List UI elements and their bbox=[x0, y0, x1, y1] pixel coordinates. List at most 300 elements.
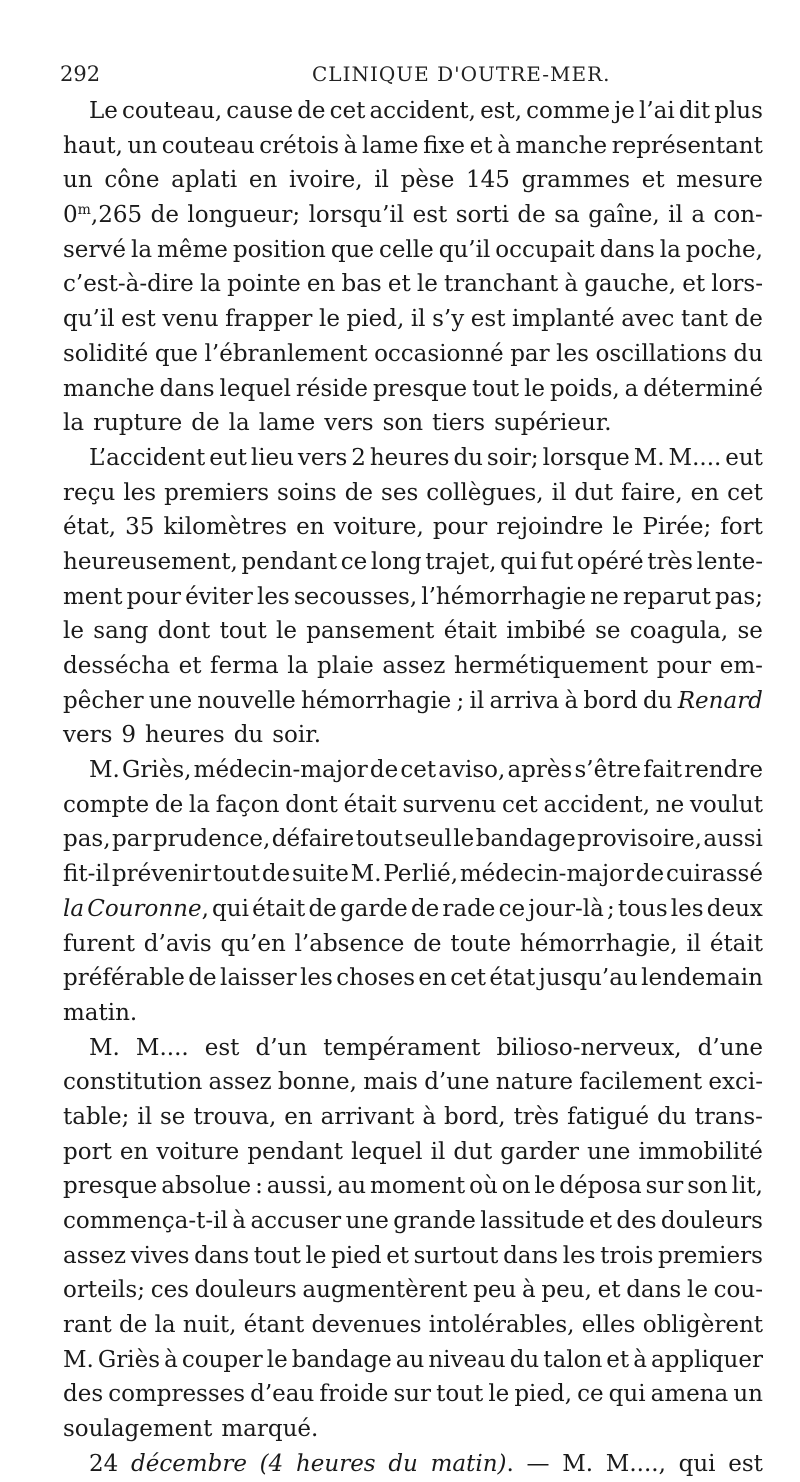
word: la bbox=[154, 1312, 176, 1339]
word: il bbox=[551, 479, 567, 506]
word: grande bbox=[393, 1208, 476, 1234]
word: les bbox=[300, 965, 333, 992]
text-line bbox=[63, 94, 763, 129]
word: crétois bbox=[259, 132, 340, 159]
word: que bbox=[154, 340, 198, 367]
word: tout bbox=[219, 618, 267, 645]
word: il bbox=[137, 1103, 153, 1130]
word: pied bbox=[331, 1242, 382, 1269]
word: l’absence bbox=[294, 930, 405, 957]
word: premiers bbox=[164, 479, 270, 506]
word: pendant bbox=[247, 1138, 343, 1165]
word: les bbox=[562, 1242, 596, 1269]
word: préférable bbox=[63, 965, 185, 992]
word: absolue bbox=[161, 1173, 252, 1200]
text-line bbox=[63, 267, 763, 302]
word: Couronne, bbox=[87, 895, 209, 922]
word: nature bbox=[495, 1069, 573, 1096]
word: fatigué bbox=[567, 1103, 650, 1130]
page-header bbox=[60, 58, 760, 88]
word: vers bbox=[63, 722, 113, 749]
word: long bbox=[370, 548, 422, 575]
word: accident, bbox=[543, 791, 651, 818]
word: le bbox=[276, 618, 297, 645]
word: tout bbox=[253, 1242, 301, 1269]
word: lieu bbox=[250, 444, 294, 471]
word: marqué. bbox=[221, 1416, 319, 1443]
word: heureusement, bbox=[63, 548, 238, 575]
word: bord bbox=[583, 687, 638, 714]
text-line bbox=[63, 129, 763, 164]
word: pied, bbox=[346, 306, 405, 333]
word: kilomètres bbox=[163, 514, 288, 541]
word: elles bbox=[581, 1312, 636, 1339]
word: où bbox=[469, 1173, 498, 1200]
text-line bbox=[63, 1135, 763, 1170]
word: presque bbox=[372, 375, 468, 402]
text-line bbox=[63, 337, 763, 372]
word: fixe bbox=[423, 132, 466, 159]
word: fait bbox=[643, 757, 683, 784]
word: facilement bbox=[579, 1069, 703, 1096]
word: lequel bbox=[219, 375, 291, 402]
word: — bbox=[526, 1450, 550, 1477]
word: dessécha bbox=[63, 653, 170, 679]
word: très bbox=[513, 1103, 560, 1130]
word: devenues bbox=[311, 1312, 422, 1339]
word: il bbox=[469, 687, 485, 714]
text-line bbox=[63, 1377, 763, 1412]
word: des bbox=[63, 1381, 104, 1408]
word: moment bbox=[370, 1173, 466, 1200]
word: douleurs bbox=[194, 1277, 297, 1304]
word: était bbox=[443, 618, 497, 645]
word: la bbox=[188, 791, 210, 818]
word: lors- bbox=[711, 271, 763, 298]
word: dut bbox=[574, 479, 614, 506]
word: prudence, bbox=[152, 826, 271, 853]
text-line bbox=[63, 1308, 763, 1343]
word: ; bbox=[456, 687, 465, 714]
word: secousses, bbox=[293, 583, 418, 610]
word: et bbox=[386, 1242, 410, 1269]
word: peu, bbox=[541, 1277, 592, 1304]
word: est, bbox=[480, 98, 523, 124]
word: état, bbox=[63, 514, 117, 541]
word: se bbox=[595, 618, 621, 645]
word: les bbox=[556, 340, 589, 367]
word: trouva, bbox=[193, 1103, 277, 1130]
word: médecin-major bbox=[459, 861, 634, 888]
word: M. bbox=[89, 757, 120, 784]
word: garder bbox=[500, 1138, 580, 1165]
word: lame bbox=[361, 132, 419, 159]
word: 35 bbox=[125, 514, 155, 541]
word: garde bbox=[339, 895, 408, 922]
text-line bbox=[63, 441, 763, 476]
word: déposa bbox=[559, 1173, 642, 1200]
word: le bbox=[319, 306, 340, 333]
word: commença-t-il bbox=[63, 1208, 228, 1234]
text-line bbox=[63, 1412, 763, 1447]
word: se bbox=[160, 1103, 186, 1130]
word: voiture, bbox=[333, 514, 424, 541]
word: solidité bbox=[63, 340, 149, 367]
word: façon bbox=[215, 791, 280, 818]
word: voulut bbox=[689, 791, 763, 818]
page-number: 292 bbox=[60, 62, 101, 86]
word: il bbox=[410, 306, 426, 333]
word: la bbox=[130, 236, 153, 263]
word: l’ébranlement bbox=[204, 340, 368, 367]
text-line bbox=[63, 1031, 763, 1066]
word: de bbox=[413, 930, 442, 957]
word: obligèrent bbox=[642, 1312, 763, 1339]
word: une bbox=[345, 1208, 389, 1234]
word: les bbox=[123, 479, 157, 506]
word: à bbox=[521, 1277, 536, 1304]
word: à bbox=[422, 1103, 437, 1130]
word: il bbox=[374, 167, 389, 194]
word: M. bbox=[562, 1450, 594, 1477]
word: dont bbox=[157, 618, 211, 645]
word: fort bbox=[720, 514, 763, 541]
text-line bbox=[63, 857, 763, 892]
text-line bbox=[63, 684, 763, 719]
word: après bbox=[507, 757, 573, 784]
word: du bbox=[509, 1346, 540, 1373]
word: de bbox=[119, 1312, 148, 1339]
word: d’eau bbox=[250, 1381, 315, 1408]
word: bilioso-nerveux, bbox=[496, 1034, 682, 1061]
word: d’une bbox=[697, 1034, 763, 1061]
word: du bbox=[733, 340, 763, 367]
word: tranchant bbox=[443, 271, 559, 298]
word: trois bbox=[600, 1242, 654, 1269]
word: M.... bbox=[668, 444, 722, 471]
word: M. bbox=[350, 861, 382, 888]
word: niveau bbox=[428, 1346, 506, 1373]
word: 2 bbox=[351, 444, 366, 471]
word: le bbox=[416, 271, 438, 298]
word: et bbox=[589, 1208, 612, 1234]
word: est bbox=[121, 306, 156, 333]
word: des bbox=[616, 1208, 657, 1234]
word: M. bbox=[63, 1346, 94, 1373]
word: de bbox=[150, 202, 179, 229]
word: pansement bbox=[306, 618, 435, 645]
text-line bbox=[63, 1100, 763, 1135]
word: d’une bbox=[424, 1069, 490, 1096]
word: bandage bbox=[475, 826, 576, 853]
word: même bbox=[157, 236, 228, 263]
word: en bbox=[296, 514, 325, 541]
word: fut bbox=[540, 548, 574, 575]
word: on bbox=[501, 1173, 531, 1200]
word: aussi bbox=[703, 826, 763, 853]
word: lequel bbox=[351, 1138, 423, 1165]
word: sorti bbox=[455, 202, 509, 229]
word: avec bbox=[621, 306, 675, 333]
word: il bbox=[668, 202, 683, 229]
word: cuirassé bbox=[665, 861, 763, 888]
word: la bbox=[228, 410, 250, 437]
word: M...., bbox=[605, 1450, 666, 1477]
word: tout bbox=[212, 861, 260, 888]
word: mesure bbox=[676, 167, 763, 194]
word: dans bbox=[599, 236, 655, 263]
word: poche, bbox=[685, 236, 763, 263]
word: ne bbox=[590, 583, 619, 610]
word: s’y bbox=[432, 306, 465, 333]
word: (4 bbox=[259, 1450, 284, 1477]
word: constitution bbox=[63, 1069, 203, 1096]
word: par bbox=[111, 826, 152, 853]
word: pas, bbox=[63, 826, 111, 853]
word: un bbox=[127, 132, 158, 159]
word: de bbox=[154, 791, 184, 818]
word: tout bbox=[355, 826, 403, 853]
word: deux bbox=[706, 895, 763, 922]
word: les bbox=[256, 583, 290, 610]
word: jour-là bbox=[528, 895, 604, 922]
word: étant bbox=[243, 1312, 305, 1339]
text-line bbox=[63, 198, 763, 233]
word: soir; bbox=[486, 444, 539, 471]
word: à bbox=[564, 687, 579, 714]
word: servé bbox=[63, 236, 127, 263]
word: Griès, bbox=[122, 757, 192, 784]
word: comme bbox=[526, 98, 611, 124]
word: assez bbox=[382, 653, 446, 679]
word: matin). bbox=[430, 1450, 514, 1477]
word: à bbox=[164, 1346, 178, 1373]
word: s’être bbox=[574, 757, 642, 784]
word: sang bbox=[93, 618, 149, 645]
text-line bbox=[63, 822, 763, 857]
word: opéré bbox=[576, 548, 644, 575]
word: ce bbox=[577, 1381, 604, 1408]
word: orteils; bbox=[63, 1277, 145, 1304]
word: en bbox=[690, 479, 720, 506]
word: en bbox=[284, 1103, 313, 1130]
word: 9 bbox=[121, 722, 137, 749]
word: cou- bbox=[713, 1277, 763, 1304]
word: à bbox=[497, 132, 511, 159]
word: d’un bbox=[255, 1034, 308, 1061]
word: et bbox=[387, 271, 411, 298]
word: gaîne, bbox=[588, 202, 660, 229]
text-line bbox=[63, 753, 763, 788]
word: au bbox=[337, 1173, 367, 1200]
word: talon bbox=[543, 1346, 603, 1373]
word: Pirée; bbox=[642, 514, 712, 541]
word: pêcher bbox=[63, 687, 144, 714]
text-line bbox=[63, 892, 763, 927]
text-line bbox=[63, 718, 763, 753]
word: le bbox=[305, 1242, 327, 1269]
word: rade bbox=[442, 895, 496, 922]
word: aplati bbox=[171, 167, 238, 194]
word: arrivant bbox=[320, 1103, 415, 1130]
word: de bbox=[734, 306, 763, 333]
word: tiers bbox=[432, 410, 486, 437]
word: le bbox=[488, 1381, 510, 1408]
word: du bbox=[453, 444, 483, 471]
word: le bbox=[63, 618, 84, 645]
word: le bbox=[534, 1173, 556, 1200]
word: a bbox=[624, 375, 639, 402]
word: bas bbox=[341, 271, 382, 298]
word: M. bbox=[633, 444, 665, 471]
word: M. bbox=[89, 1034, 120, 1061]
word: plus bbox=[714, 98, 763, 124]
word: supérieur. bbox=[494, 410, 612, 437]
word: manche bbox=[63, 375, 155, 402]
word: cet bbox=[400, 757, 437, 784]
word: vers bbox=[324, 410, 374, 437]
text-line bbox=[63, 406, 763, 441]
word: est bbox=[412, 202, 448, 229]
word: seul bbox=[404, 826, 452, 853]
word: du bbox=[233, 722, 264, 749]
word: cet bbox=[450, 965, 487, 992]
word: con- bbox=[713, 202, 763, 229]
word: est bbox=[204, 1034, 240, 1061]
word: et bbox=[178, 653, 202, 679]
word: qu’il bbox=[63, 306, 115, 333]
word: pied, bbox=[514, 1381, 573, 1408]
word: celle bbox=[378, 236, 434, 263]
text-line bbox=[63, 1065, 763, 1100]
word: presque bbox=[63, 1173, 158, 1200]
word: pour bbox=[126, 583, 181, 610]
word: tous bbox=[617, 895, 668, 922]
text-line bbox=[63, 510, 763, 545]
word: pour bbox=[656, 653, 712, 679]
word: de bbox=[191, 410, 220, 437]
word: amena bbox=[650, 1381, 729, 1408]
word: gauche, bbox=[584, 271, 677, 298]
word: la bbox=[199, 271, 222, 298]
word: bonne, bbox=[277, 1069, 357, 1096]
word: couteau bbox=[161, 132, 255, 159]
word: occupait bbox=[495, 236, 595, 263]
word: immobilité bbox=[638, 1138, 763, 1165]
word: la bbox=[63, 895, 85, 922]
word: et bbox=[606, 1346, 630, 1373]
word: qu’il bbox=[438, 236, 491, 263]
word: ne bbox=[655, 791, 685, 818]
word: arriva bbox=[489, 687, 560, 714]
word: en bbox=[248, 167, 278, 194]
word: cet bbox=[329, 98, 366, 124]
text-line bbox=[63, 996, 763, 1031]
word: prévenir bbox=[111, 861, 212, 888]
word: au bbox=[395, 1346, 425, 1373]
word: appliquer bbox=[650, 1346, 763, 1373]
word: compresses bbox=[108, 1381, 246, 1408]
word: Griès bbox=[97, 1346, 161, 1373]
word: survenu bbox=[402, 791, 497, 818]
text-line bbox=[63, 580, 763, 615]
word: en bbox=[306, 271, 336, 298]
word: et bbox=[682, 271, 706, 298]
word: Perlié, bbox=[383, 861, 459, 888]
word: : bbox=[255, 1173, 263, 1200]
word: assez bbox=[208, 1069, 272, 1096]
word: plaie bbox=[316, 653, 374, 679]
word: cône bbox=[104, 167, 160, 194]
word: à bbox=[343, 132, 358, 159]
word: douleurs bbox=[660, 1208, 763, 1234]
word: lente- bbox=[696, 548, 763, 575]
word: ment bbox=[63, 583, 123, 610]
word: il bbox=[430, 1138, 446, 1165]
word: à bbox=[564, 271, 579, 298]
word: sur bbox=[645, 1173, 684, 1200]
word: trajet, bbox=[425, 548, 497, 575]
word: 145 bbox=[466, 167, 510, 194]
word: 0$^m$,265 bbox=[63, 202, 143, 229]
word: haut, bbox=[63, 132, 123, 159]
word: qu’en bbox=[220, 930, 286, 957]
word: intolérables, bbox=[428, 1312, 575, 1339]
word: exci- bbox=[708, 1069, 763, 1096]
word: la bbox=[63, 410, 85, 437]
word: couper bbox=[181, 1346, 263, 1373]
word: décembre bbox=[130, 1450, 247, 1477]
word: Renard bbox=[677, 687, 763, 714]
word: hémorrhagie bbox=[301, 687, 452, 714]
word: eut bbox=[209, 444, 247, 471]
word: sa bbox=[554, 202, 580, 229]
word: lorsque bbox=[542, 444, 630, 471]
word: qui bbox=[212, 895, 249, 922]
text-line bbox=[63, 649, 763, 684]
word: rant bbox=[63, 1312, 112, 1339]
word: pas; bbox=[715, 583, 763, 610]
text-line bbox=[63, 1447, 763, 1482]
word: à bbox=[633, 1346, 647, 1373]
word: très bbox=[647, 548, 693, 575]
word: aussi, bbox=[266, 1173, 334, 1200]
word: accuser bbox=[250, 1208, 342, 1234]
text-line bbox=[63, 1239, 763, 1274]
word: implanté bbox=[512, 306, 615, 333]
word: dont bbox=[285, 791, 338, 818]
word: tempérament bbox=[323, 1034, 481, 1061]
word: cet bbox=[502, 791, 538, 818]
text-line bbox=[63, 302, 763, 337]
word: imbibé bbox=[506, 618, 586, 645]
word: occasionné bbox=[374, 340, 504, 367]
word: un bbox=[63, 167, 93, 194]
word: rupture bbox=[93, 410, 183, 437]
word: lendemain bbox=[641, 965, 763, 992]
word: que bbox=[330, 236, 374, 263]
running-head: CLINIQUE D'OUTRE-MER. bbox=[312, 62, 611, 86]
text-line bbox=[63, 1204, 763, 1239]
word: le bbox=[524, 375, 546, 402]
word: une bbox=[148, 687, 193, 714]
word: je bbox=[614, 98, 635, 124]
word: le bbox=[453, 826, 475, 853]
text-line bbox=[63, 1343, 763, 1378]
word: en bbox=[119, 1138, 149, 1165]
word: matin. bbox=[63, 999, 138, 1026]
word: est bbox=[728, 1450, 763, 1477]
